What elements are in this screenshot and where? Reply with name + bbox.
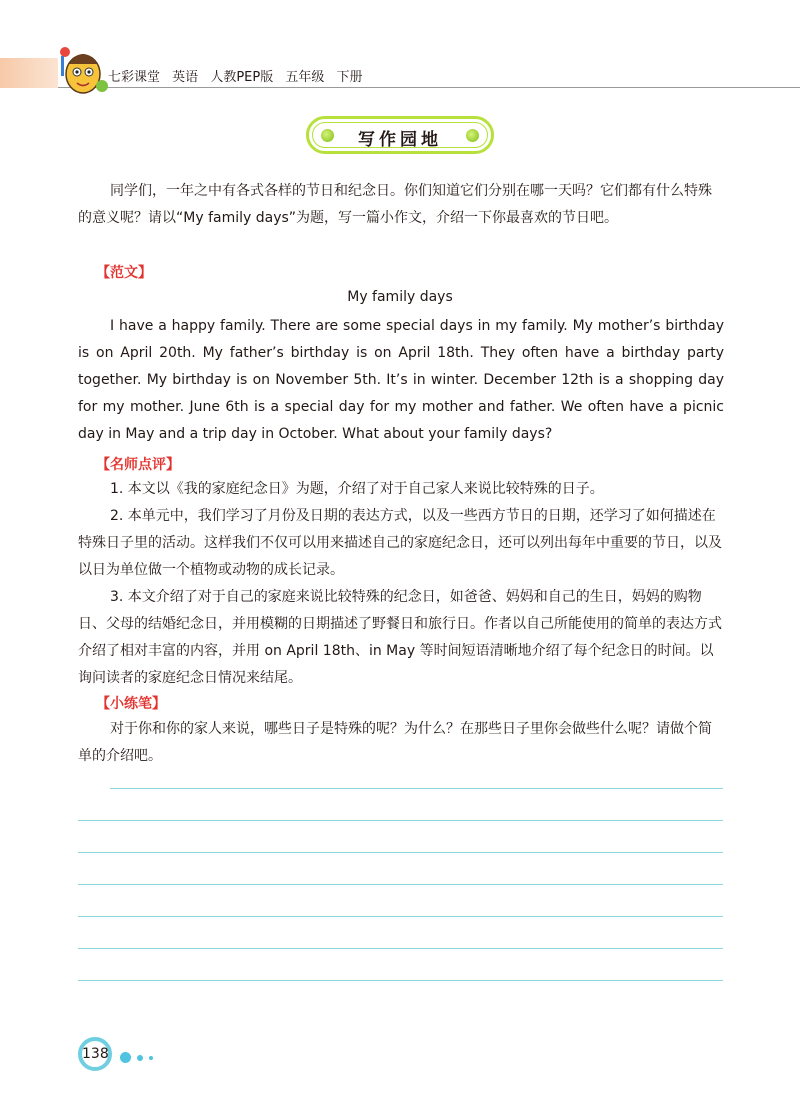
comment-item-2: 2. 本单元中，我们学习了月份及日期的表达方式，以及一些西方节日的日期，还学习了如何描述在特殊日子里的活动。这样我们不仅可以用来描述自己的家庭纪念日，还可以列出每年中重要的节日，以及以日为单位做一个植物或动物的成长记录。 bbox=[78, 508, 722, 578]
sample-label: 【范文】 bbox=[96, 265, 152, 281]
page-number: 138 bbox=[78, 1037, 112, 1071]
sample-title: My family days bbox=[347, 289, 453, 305]
header-tint bbox=[0, 58, 58, 88]
sample-text: I have a happy family. There are some special days in my family. My mother’s birthday is on April 20th. My father’s birthday is on April 18th. They often have a birthday party together. My birthday is on November 5th. It’s in winter. December 12th is a shopping day for my mother. June 6th is a special day for my mother and father. We often have a picnic day in May and a trip day in October. What about your family days? bbox=[78, 318, 724, 442]
comment-item-1: 1. 本文以《我的家庭纪念日》为题，介绍了对于自己家人来说比较特殊的日子。 bbox=[110, 481, 604, 497]
header-title bbox=[108, 66, 371, 85]
page-dot-icon bbox=[149, 1056, 153, 1060]
comment-label: 【名师点评】 bbox=[96, 457, 180, 473]
practice-label: 【小练笔】 bbox=[96, 696, 166, 712]
header-subject: 英语 bbox=[172, 70, 199, 85]
practice-text: 对于你和你的家人来说，哪些日子是特殊的呢？为什么？在那些日子里你会做些什么呢？请做个简单的介绍吧。 bbox=[78, 721, 712, 764]
header-edition: 人教PEP版 bbox=[210, 70, 274, 85]
page-dot-icon bbox=[137, 1055, 143, 1061]
writing-prompt: 同学们，一年之中有各式各样的节日和纪念日。你们知道它们分别在哪一天吗？它们都有什么特殊的意义呢？请以“My family days”为题，写一篇小作文，介绍一下你最喜欢的节日吧。 bbox=[78, 183, 712, 226]
header-grade: 五年级 bbox=[285, 70, 325, 85]
comment-item-3: 3. 本文介绍了对于自己的家庭来说比较特殊的纪念日，如爸爸、妈妈和自己的生日，妈妈的购物日、父母的结婚纪念日，并用模糊的日期描述了野餐日和旅行日。作者以自己所能使用的简单的表达方式介绍了相对丰富的内容，并用 on April 18th、in May 等时间短语清晰地介绍了每个纪念日的时间。以询问读者的家庭纪念日情况来结尾。 bbox=[78, 589, 722, 686]
header-volume: 下册 bbox=[336, 70, 363, 85]
writing-line[interactable] bbox=[78, 852, 723, 853]
header-series: 七彩课堂 bbox=[108, 70, 161, 85]
writing-line[interactable] bbox=[78, 820, 723, 821]
header-rule bbox=[58, 87, 800, 88]
writing-line[interactable] bbox=[78, 884, 723, 885]
section-title: 写作园地 bbox=[358, 130, 442, 150]
mascot-icon bbox=[55, 38, 111, 98]
section-title-badge bbox=[306, 116, 494, 154]
writing-line[interactable] bbox=[110, 788, 723, 789]
writing-line[interactable] bbox=[78, 948, 723, 949]
writing-line[interactable] bbox=[78, 916, 723, 917]
page-dot-icon bbox=[120, 1052, 131, 1063]
writing-line[interactable] bbox=[78, 980, 723, 981]
